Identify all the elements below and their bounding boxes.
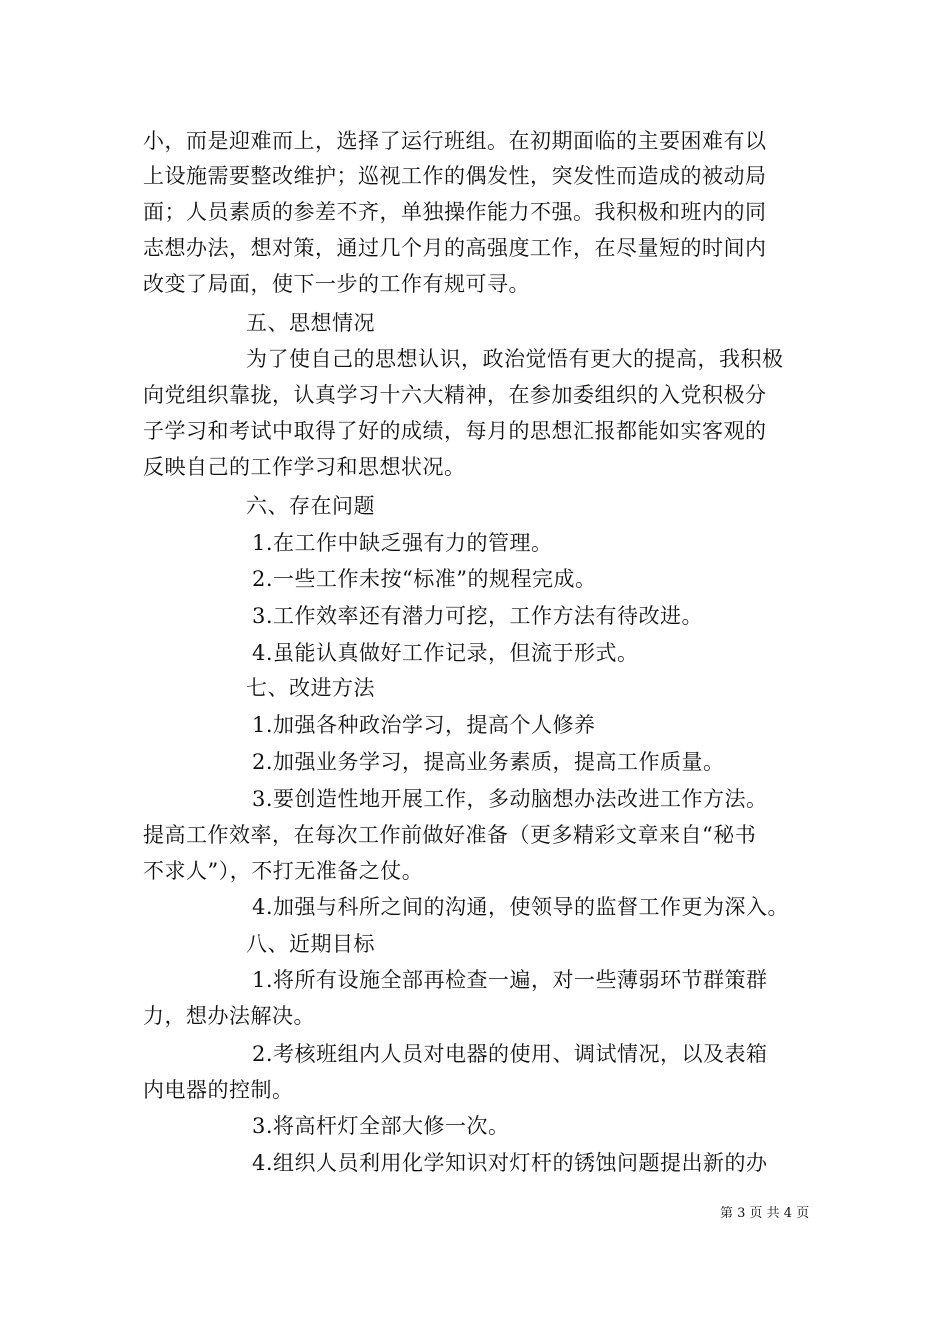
list-item: 3.工作效率还有潜力可挖，工作方法有待改进。 — [252, 604, 704, 628]
body-line: 为了使自己的思想认识，政治觉悟有更大的提高，我积极 — [246, 347, 784, 371]
body-line: 面；人员素质的参差不齐，单独操作能力不强。我积极和班内的同 — [143, 200, 767, 224]
section-heading: 六、存在问题 — [246, 494, 375, 518]
list-item: 4.加强与科所之间的沟通，使领导的监督工作更为深入。 — [252, 895, 790, 919]
section-heading: 五、思想情况 — [246, 311, 375, 335]
body-line: 反映自己的工作学习和思想状况。 — [143, 455, 466, 479]
list-item: 1.在工作中缺乏强有力的管理。 — [252, 531, 553, 555]
page-number: 第 3 页 共 4 页 — [720, 1206, 810, 1221]
list-item: 3.将高杆灯全部大修一次。 — [252, 1114, 510, 1138]
body-line: 上设施需要整改维护；巡视工作的偶发性，突发性而造成的被动局 — [143, 164, 767, 188]
body-line: 不求人”），不打无准备之仗。 — [143, 859, 424, 883]
list-item: 2.考核班组内人员对电器的使用、调试情况，以及表箱 — [252, 1042, 768, 1066]
body-line: 志想办法，想对策，通过几个月的高强度工作，在尽量短的时间内 — [143, 236, 767, 260]
body-line: 小，而是迎难而上，选择了运行班组。在初期面临的主要困难有以 — [143, 129, 767, 153]
body-line: 内电器的控制。 — [143, 1078, 294, 1102]
list-item: 2.加强业务学习，提高业务素质，提高工作质量。 — [252, 750, 725, 774]
section-heading: 七、改进方法 — [246, 676, 375, 700]
list-item: 1.加强各种政治学习，提高个人修养 — [252, 713, 596, 737]
body-line: 向党组织靠拢，认真学习十六大精神，在参加委组织的入党积极分 — [143, 383, 767, 407]
list-item: 4.虽能认真做好工作记录，但流于形式。 — [252, 641, 639, 665]
list-item: 4.组织人员利用化学知识对灯杆的锈蚀问题提出新的办 — [252, 1151, 768, 1175]
section-heading: 八、近期目标 — [246, 932, 375, 956]
body-line: 力，想办法解决。 — [143, 1004, 315, 1028]
body-line: 提高工作效率，在每次工作前做好准备（更多精彩文章来自“秘书 — [143, 823, 757, 847]
body-line: 改变了局面，使下一步的工作有规可寻。 — [143, 272, 530, 296]
body-line: 子学习和考试中取得了好的成绩，每月的思想汇报都能如实客观的 — [143, 419, 767, 443]
list-item: 3.要创造性地开展工作，多动脑想办法改进工作方法。 — [252, 787, 768, 811]
list-item: 2.一些工作未按“标准”的规程完成。 — [252, 567, 597, 591]
list-item: 1.将所有设施全部再检查一遍，对一些薄弱环节群策群 — [252, 968, 768, 992]
